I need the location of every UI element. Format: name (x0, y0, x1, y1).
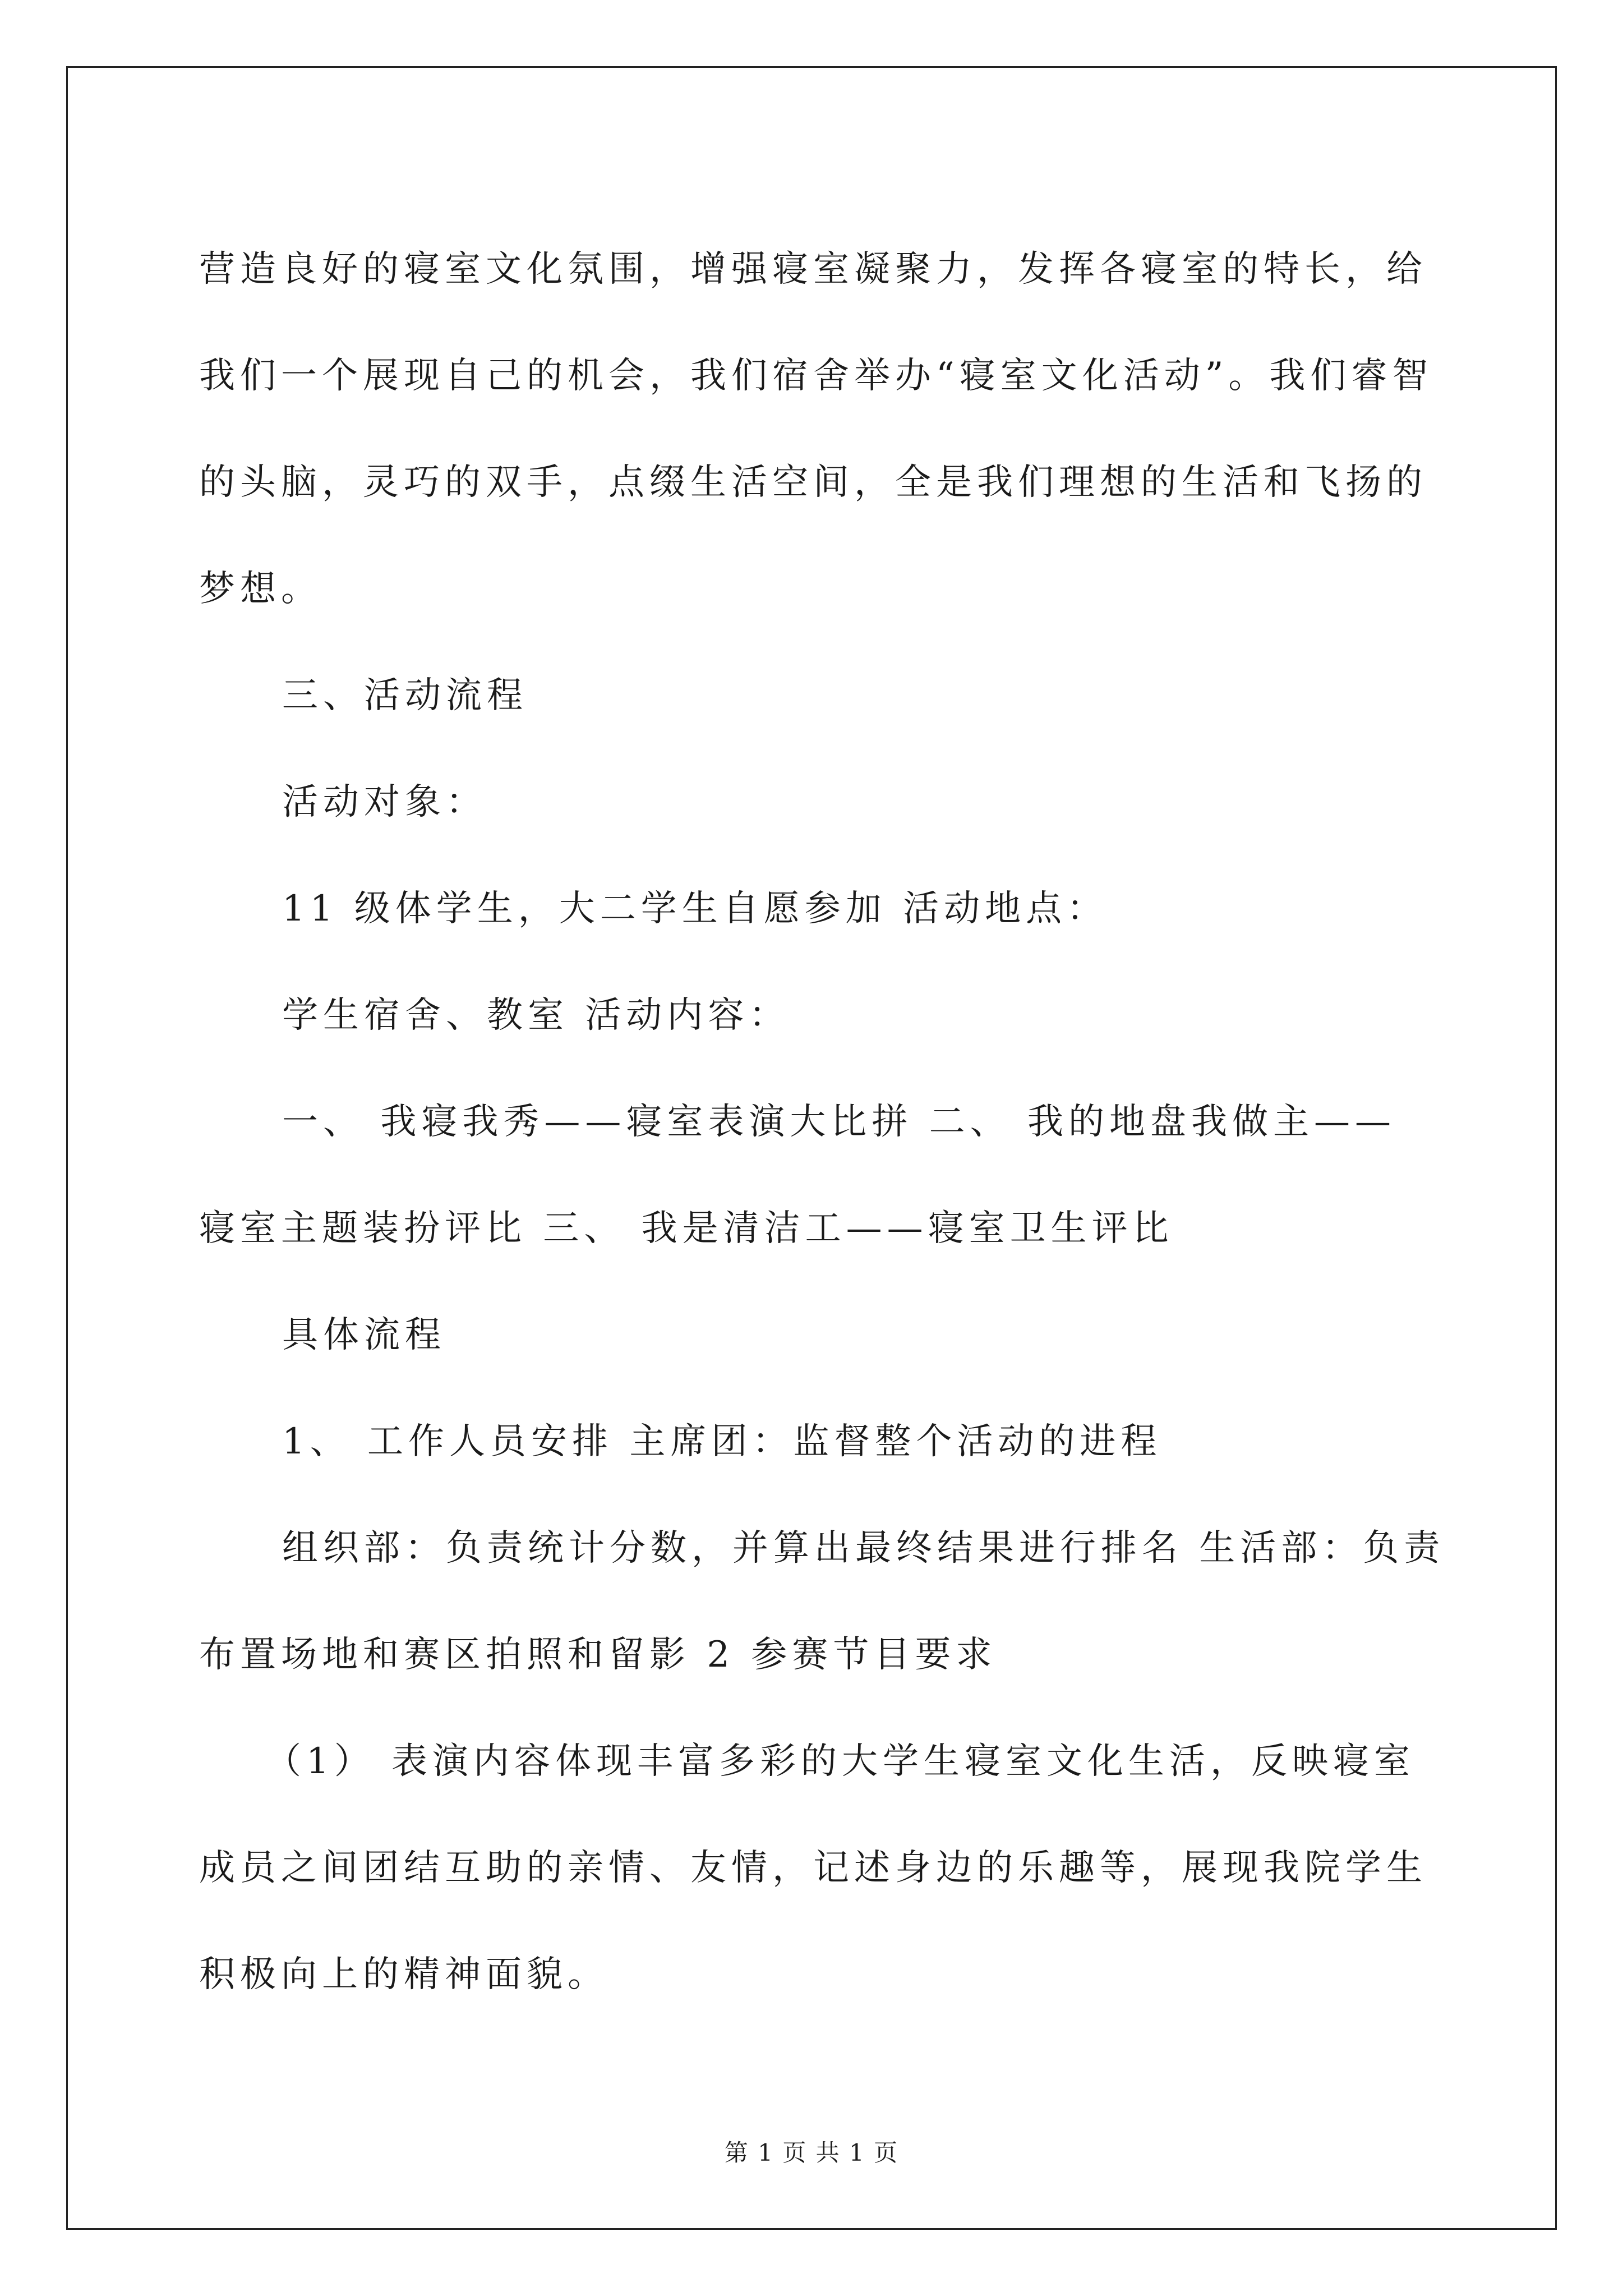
paragraph-line: 学生宿舍、教室 活动内容： (282, 995, 790, 1036)
paragraph-line: 1、 工作人员安排 主席团：监督整个活动的进程 (282, 1421, 1162, 1462)
subsection-heading: 具体流程 (282, 1314, 446, 1356)
paragraph-line: 布置场地和赛区拍照和留影 2 参赛节目要求 (199, 1634, 997, 1676)
paragraph-line: 活动对象： (282, 781, 487, 823)
paragraph-line: 成员之间团结互助的亲情、友情，记述身边的乐趣等，展现我院学生 (199, 1847, 1427, 1889)
paragraph-line: 梦想。 (199, 568, 322, 610)
paragraph-line: 我们一个展现自己的机会，我们宿舍举办“寝室文化活动”。我们睿智 (199, 355, 1433, 397)
section-heading: 三、活动流程 (282, 675, 528, 716)
paragraph-line: 一、 我寝我秀——寝室表演大比拼 二、 我的地盘我做主—— (282, 1101, 1396, 1143)
paragraph-line: 组织部：负责统计分数，并算出最终结果进行排名 生活部：负责 (282, 1527, 1445, 1569)
paragraph-line: 积极向上的精神面貌。 (199, 1954, 608, 1995)
paragraph-line: （1） 表演内容体现丰富多彩的大学生寝室文化生活，反映寝室 (265, 1741, 1415, 1782)
paragraph-line: 11 级体学生，大二学生自愿参加 活动地点： (282, 888, 1108, 930)
paragraph-line: 的头脑，灵巧的双手，点缀生活空间，全是我们理想的生活和飞扬的 (199, 462, 1427, 503)
paragraph-line: 寝室主题装扮评比 三、 我是清洁工——寝室卫生评比 (199, 1208, 1174, 1249)
page-footer: 第 1 页 共 1 页 (724, 2139, 899, 2166)
paragraph-line: 营造良好的寝室文化氛围，增强寝室凝聚力，发挥各寝室的特长，给 (199, 249, 1427, 290)
document-body (199, 216, 1445, 2028)
